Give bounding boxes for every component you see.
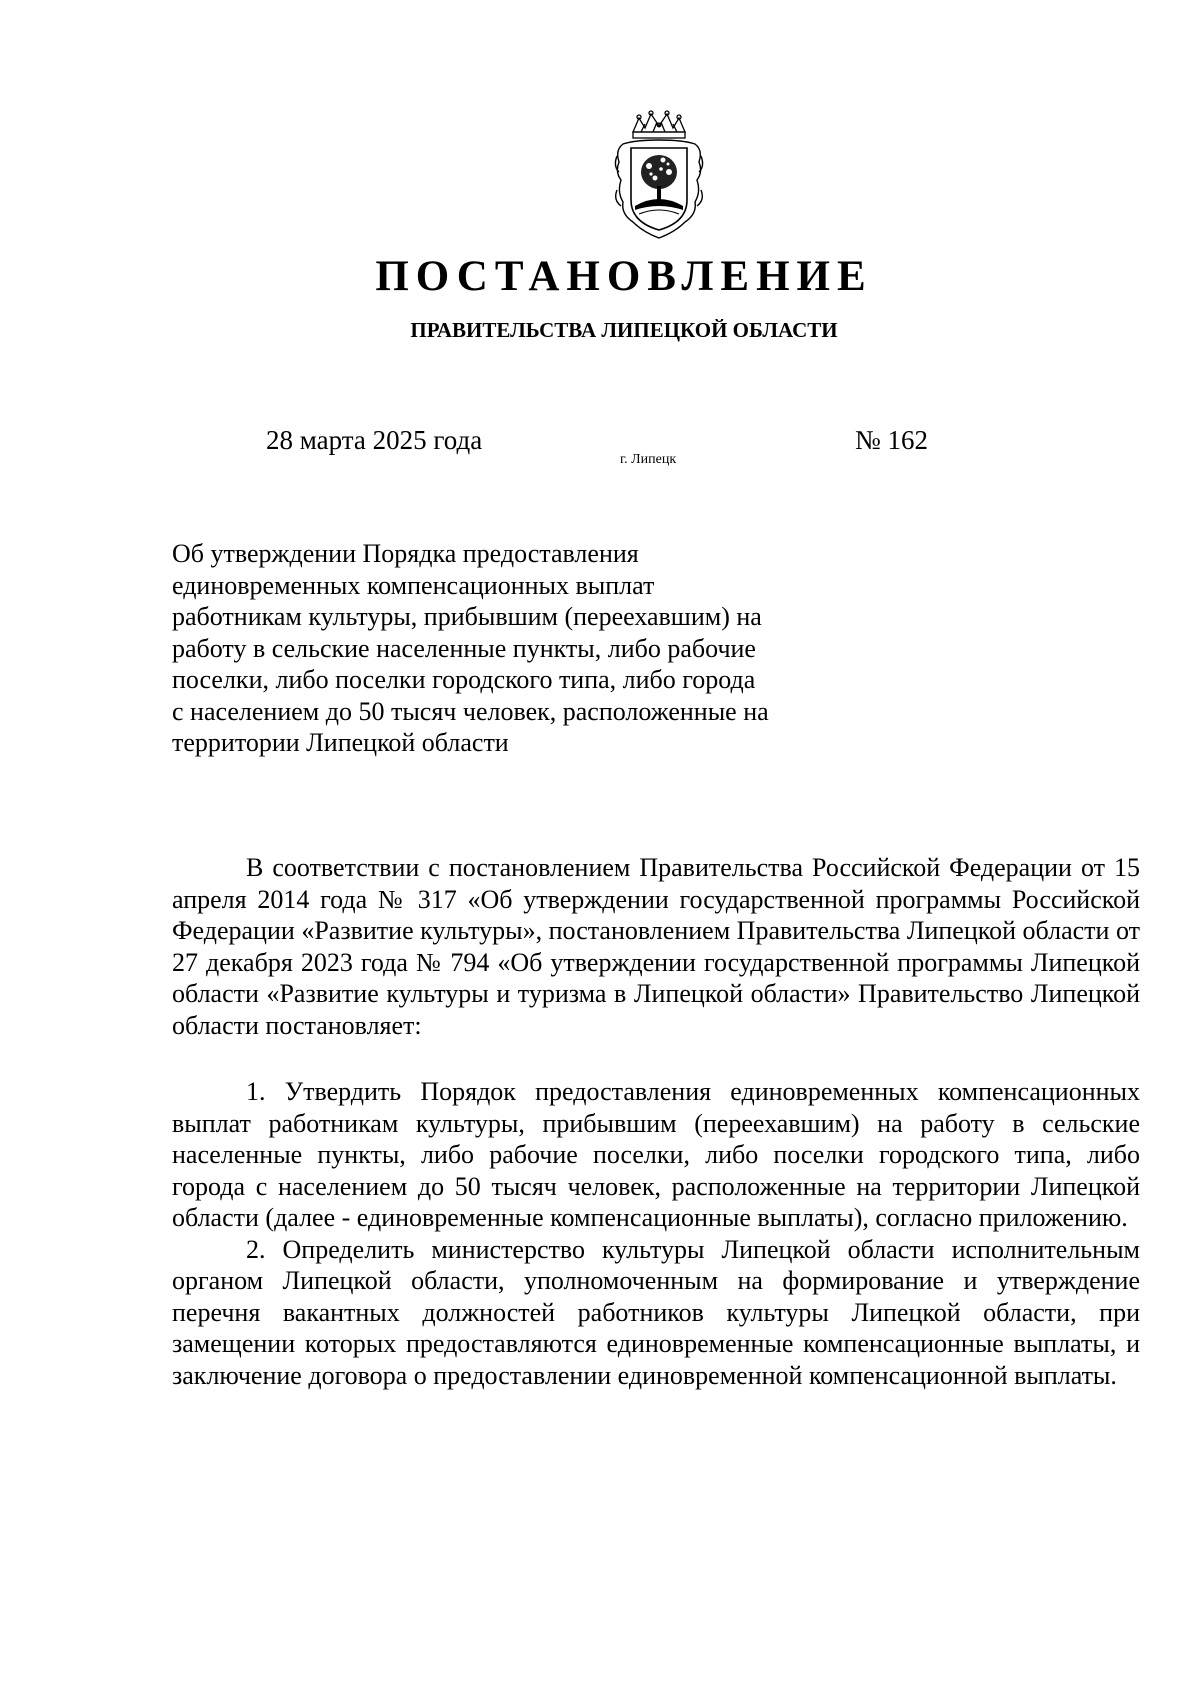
document-type-heading: ПОСТАНОВЛЕНИЕ — [375, 253, 873, 300]
title-line: работникам культуры, прибывшим (переехавшим) на — [172, 602, 762, 631]
operative-section — [172, 1076, 1140, 1391]
preamble-section — [172, 852, 1140, 1041]
coat-of-arms-emblem — [613, 110, 705, 242]
preamble-paragraph: В соответствии с постановлением Правительства Российской Федерации от 15 апреля 2014 года № 317 «Об утверждении государственной программы Российской Федерации «Развитие культуры», постановлением Правительства Липецкой области от 27 декабря 2023 года № 794 «Об утверждении государственной программы Липецкой области «Развитие культуры и туризма в Липецкой области» Правительство Липецкой области постановляет: — [172, 853, 1140, 1040]
title-line: Об утверждении Порядка предоставления — [172, 539, 639, 568]
issuer-heading: ПРАВИТЕЛЬСТВА ЛИПЕЦКОЙ ОБЛАСТИ — [410, 318, 838, 342]
document-date: 28 марта 2025 года — [266, 425, 483, 455]
document-number: № 162 — [855, 425, 929, 455]
title-line: с населением до 50 тысяч человек, расположенные на — [172, 696, 769, 726]
coat-of-arms-icon — [613, 110, 705, 242]
title-line: единовременных компенсационных выплат — [172, 570, 655, 600]
item-1-paragraph: 1. Утвердить Порядок предоставления единовременных компенсационных выплат работникам культуры, прибывшим (переехавшим) на работу в сельские населенные пункты, либо рабочие поселки, либо поселки городского типа, либо города с населением до 50 тысяч человек, расположенные на территории Липецкой области (далее - единовременные компенсационные выплаты), согласно приложению. — [172, 1077, 1140, 1232]
item-2-paragraph: 2. Определить министерство культуры Липецкой области исполнительным органом Липецкой области, уполномоченным на формирование и утверждение перечня вакантных должностей работников культуры Липецкой области, при замещении которых предоставляются единовременные компенсационные выплаты, и заключение договора о предоставлении единовременной компенсационной выплаты. — [172, 1234, 1140, 1390]
title-line: территории Липецкой области — [172, 728, 509, 757]
document-title — [172, 538, 852, 759]
title-line: работу в сельские населенные пункты, либо рабочие — [172, 633, 756, 663]
document-place: г. Липецк — [620, 452, 677, 467]
title-line: поселки, либо поселки городского типа, либо города — [172, 665, 756, 694]
